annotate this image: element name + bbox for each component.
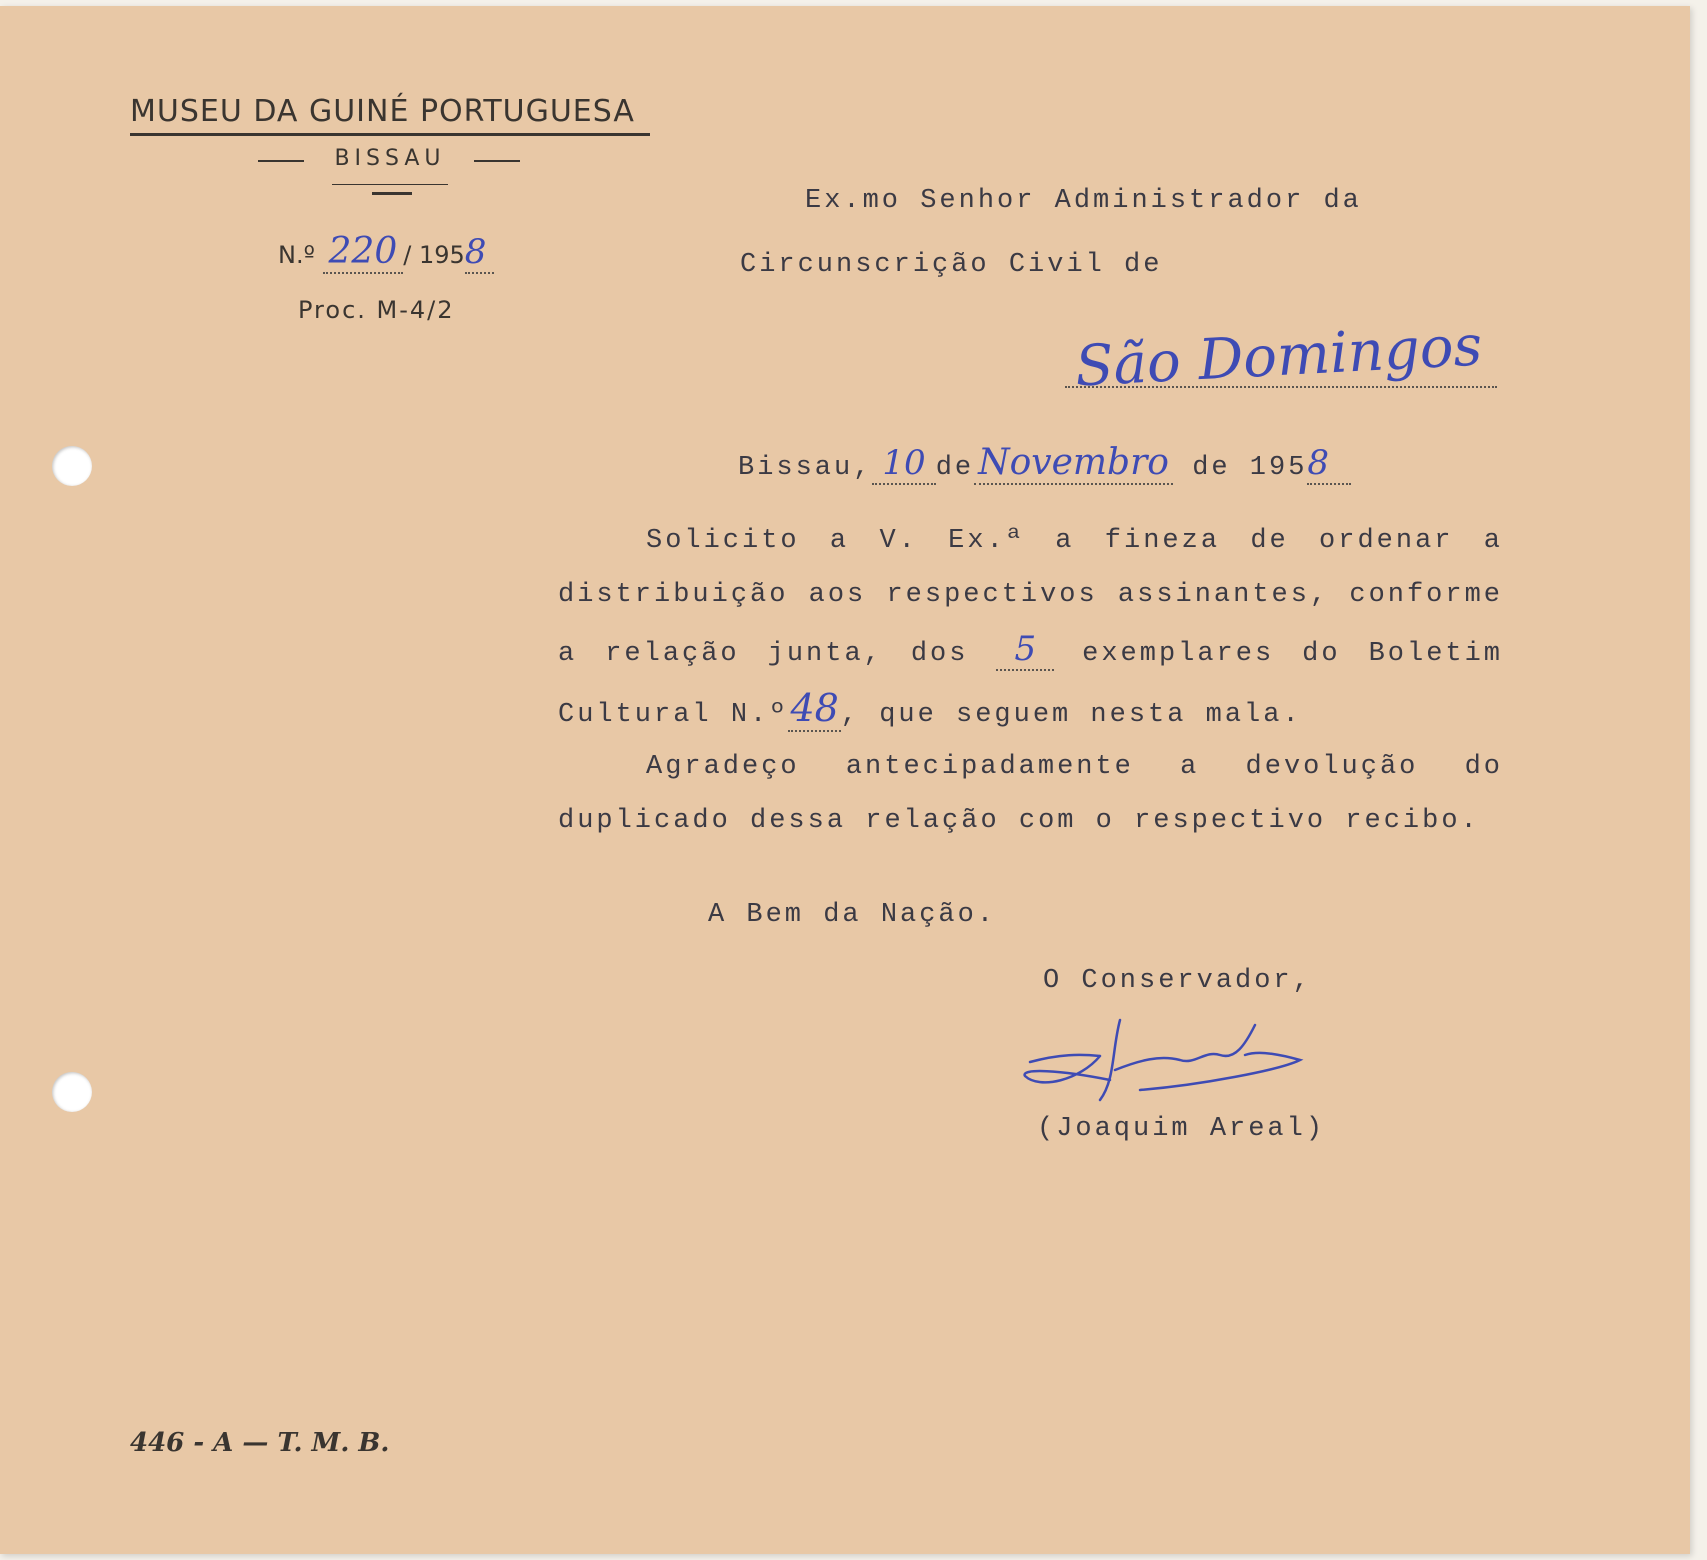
letter-sheet bbox=[0, 6, 1690, 1554]
reference-year-printed: / 195 bbox=[403, 241, 465, 269]
letterhead-underline bbox=[332, 184, 448, 185]
date-de-1: de bbox=[935, 453, 975, 483]
letterhead-short-rule bbox=[372, 192, 412, 195]
reference-prefix: N.º bbox=[278, 241, 315, 269]
closing-title: O Conservador, bbox=[1043, 966, 1312, 996]
reference-number bbox=[278, 231, 494, 272]
addressee-line-2: Circunscrição Civil de bbox=[740, 250, 1163, 280]
paragraph-1-text-b: exemplares do Boletim Cultural N.º bbox=[558, 639, 1504, 730]
institution-name: MUSEU DA GUINÉ PORTUGUESA bbox=[130, 94, 650, 136]
copies-handwritten: 5 bbox=[996, 629, 1054, 671]
body-paragraph-2: Agradeço antecipadamente a devolução do duplicado dessa relação com o respectivo recibo. bbox=[558, 752, 1503, 836]
paragraph-1-text-c: , que seguem nesta mala. bbox=[840, 700, 1302, 730]
date-line bbox=[738, 442, 1351, 483]
reference-year-handwritten: 8 bbox=[465, 232, 495, 274]
city-rule-right bbox=[474, 160, 520, 162]
body-paragraph-1 bbox=[558, 514, 1503, 742]
reference-number-handwritten: 220 bbox=[323, 231, 404, 274]
date-month-handwritten: Novembro bbox=[974, 442, 1173, 485]
punch-hole-top bbox=[52, 446, 92, 486]
date-de-2: de 195 bbox=[1192, 453, 1308, 483]
date-city: Bissau, bbox=[738, 453, 873, 483]
punch-hole-bottom bbox=[52, 1072, 92, 1112]
signatory-name: (Joaquim Areal) bbox=[1037, 1114, 1326, 1144]
print-code: 446 - A — T. M. B. bbox=[130, 1428, 390, 1458]
process-reference: Proc. M-4/2 bbox=[298, 296, 455, 324]
date-year-handwritten: 8 bbox=[1307, 443, 1351, 485]
institution-city: BISSAU bbox=[334, 146, 446, 171]
handwritten-signature bbox=[1020, 1010, 1340, 1120]
addressee-place-line bbox=[1065, 386, 1497, 388]
bulletin-number-handwritten: 48 bbox=[790, 686, 839, 730]
addressee-line-1: Ex.mo Senhor Administrador da bbox=[805, 186, 1362, 216]
date-day-handwritten: 10 bbox=[872, 443, 935, 485]
closing-salutation: A Bem da Nação. bbox=[708, 900, 997, 930]
addressee-place-handwritten: São Domingos bbox=[1073, 313, 1484, 400]
paragraph-1-text-a: Solicito a V. Ex.ª a fineza de ordenar a distribuição aos respectivos assinantes, conforme a relação junta, dos bbox=[558, 526, 1503, 669]
